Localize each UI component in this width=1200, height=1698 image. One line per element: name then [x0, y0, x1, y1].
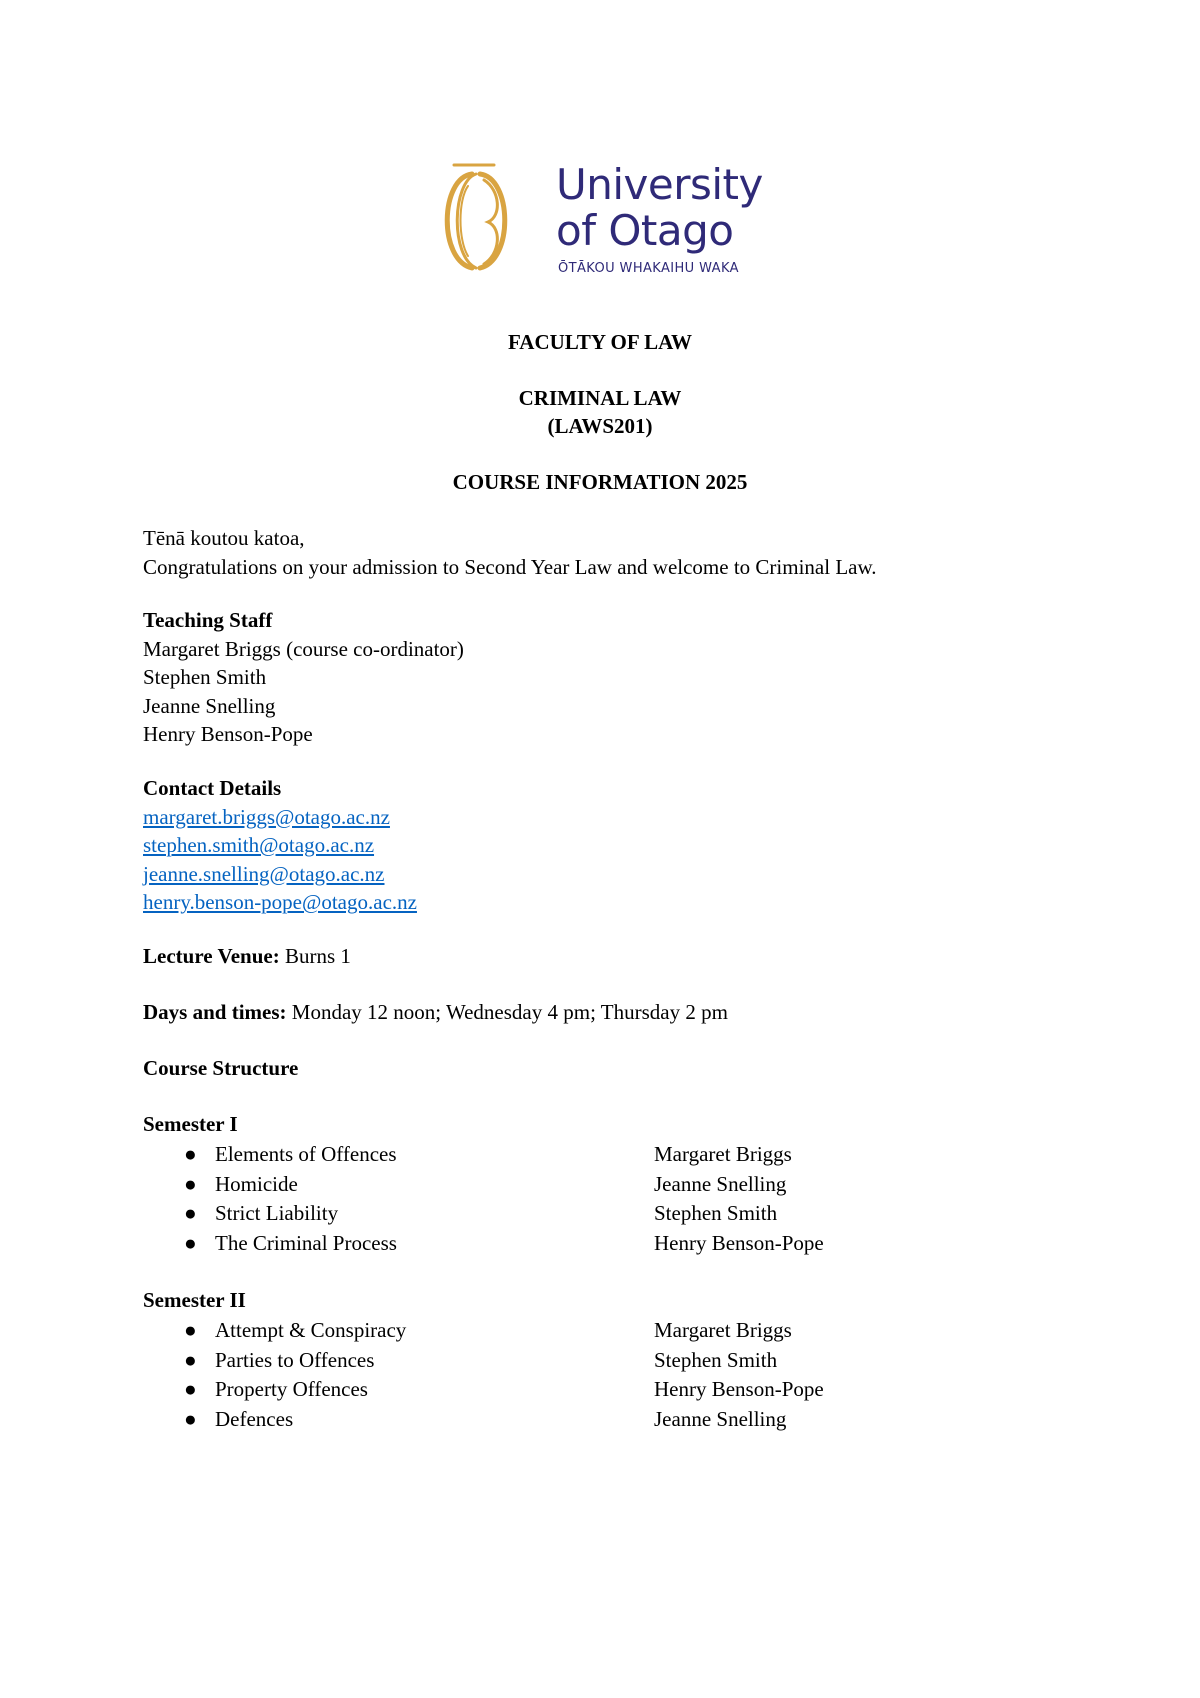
lecture-venue [143, 942, 351, 971]
logo-wordmark-line1: University [556, 160, 763, 209]
logo-maori-name: ŌTĀKOU WHAKAIHU WAKA [558, 261, 739, 276]
course-name-heading: CRIMINAL LAW [518, 386, 682, 410]
logo-wordmark-line2: of Otago [556, 206, 734, 255]
semester-2-list [143, 1316, 1043, 1434]
lecturer: Henry Benson-Pope [654, 1377, 824, 1401]
staff-member: Margaret Briggs (course co-ordinator) [143, 636, 464, 661]
semester-1-list [143, 1140, 1043, 1258]
semester-1-heading: Semester I [143, 1112, 238, 1136]
lecturer: Margaret Briggs [654, 1142, 792, 1166]
bullet-icon: ● [184, 1347, 197, 1372]
email-link[interactable]: jeanne.snelling@otago.ac.nz [143, 861, 385, 886]
list-item [143, 1140, 1043, 1170]
course-structure-heading: Course Structure [143, 1056, 299, 1080]
list-item [143, 1405, 1043, 1435]
otago-emblem-icon [432, 160, 522, 278]
topic: The Criminal Process [215, 1230, 397, 1255]
topic: Parties to Offences [215, 1347, 375, 1372]
topic: Homicide [215, 1171, 298, 1196]
bullet-icon: ● [184, 1406, 197, 1431]
lecturer: Jeanne Snelling [654, 1171, 787, 1196]
topic: Strict Liability [215, 1201, 339, 1225]
email-link[interactable]: margaret.briggs@otago.ac.nz [143, 804, 390, 829]
semester-1-heading-block [143, 1110, 238, 1139]
bullet-icon: ● [184, 1171, 197, 1196]
bullet-icon: ● [184, 1230, 197, 1255]
welcome-message: Congratulations on your admission to Second Year Law and welcome to Criminal Law. [143, 554, 877, 579]
semester-2-heading-block [143, 1286, 246, 1315]
topic: Property Offences [215, 1377, 368, 1401]
list-item [143, 1229, 1043, 1259]
teaching-staff-section [143, 606, 464, 749]
course-structure-heading-block [143, 1054, 298, 1083]
lecture-venue-label: Lecture Venue: [143, 944, 280, 968]
contact-heading: Contact Details [143, 776, 282, 800]
faculty-heading: FACULTY OF LAW [508, 330, 692, 354]
teaching-staff-heading: Teaching Staff [143, 608, 273, 632]
salutation: Tēnā koutou katoa, [143, 526, 305, 550]
staff-member: Jeanne Snelling [143, 693, 276, 718]
lecture-venue-value: Burns 1 [279, 944, 351, 968]
bullet-icon: ● [184, 1142, 197, 1166]
list-item [143, 1316, 1043, 1346]
contact-section [143, 774, 417, 917]
email-link[interactable]: henry.benson-pope@otago.ac.nz [143, 890, 417, 914]
bullet-icon: ● [184, 1377, 197, 1401]
staff-member: Henry Benson-Pope [143, 722, 313, 746]
university-logo [432, 160, 792, 280]
staff-member: Stephen Smith [143, 665, 267, 689]
topic: Defences [215, 1406, 294, 1431]
list-item [143, 1346, 1043, 1376]
lecturer: Henry Benson-Pope [654, 1230, 824, 1255]
email-link[interactable]: stephen.smith@otago.ac.nz [143, 833, 375, 857]
document-title: COURSE INFORMATION 2025 [452, 470, 748, 494]
course-code-heading: (LAWS201) [547, 414, 653, 438]
semester-2-heading: Semester II [143, 1288, 246, 1312]
list-item [143, 1199, 1043, 1229]
days-times-value: Monday 12 noon; Wednesday 4 pm; Thursday 2 pm [286, 1000, 728, 1024]
topic: Elements of Offences [215, 1142, 397, 1166]
list-item [143, 1375, 1043, 1405]
topic: Attempt & Conspiracy [215, 1318, 407, 1342]
lecturer: Stephen Smith [654, 1347, 778, 1372]
bullet-icon: ● [184, 1201, 197, 1225]
days-and-times [143, 998, 728, 1027]
greeting-block [143, 524, 877, 581]
lecturer: Jeanne Snelling [654, 1406, 787, 1431]
bullet-icon: ● [184, 1318, 197, 1342]
days-times-label: Days and times: [143, 1000, 287, 1024]
lecturer: Stephen Smith [654, 1201, 778, 1225]
list-item [143, 1170, 1043, 1200]
lecturer: Margaret Briggs [654, 1318, 792, 1342]
